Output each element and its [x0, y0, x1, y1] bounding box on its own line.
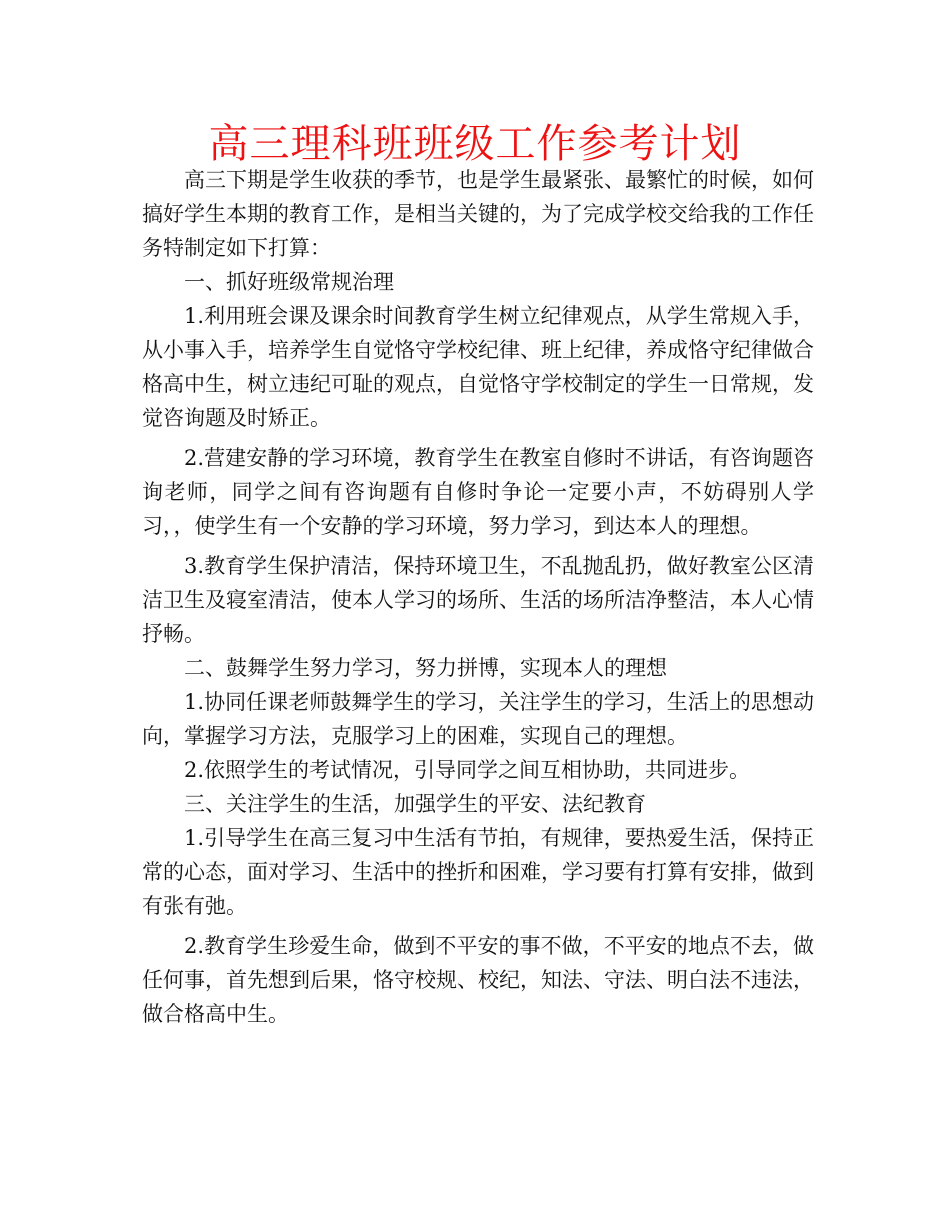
document-body: [142, 163, 814, 1031]
section-heading-3: 三、关注学生的生活，加强学生的平安、法纪教育: [184, 792, 646, 816]
document-title: 高三理科班班级工作参考计划: [208, 121, 742, 167]
paragraph-1-1: 1.利用班会课及课余时间教育学生树立纪律观点，从学生常规入手，从小事入手，培养学生自觉恪守学校纪律、班上纪律，养成恪守纪律做合格高中生，树立违纪可耻的观点，自觉恪守学校制定的学生一日常规，发觉咨询题及时矫正。: [142, 304, 814, 430]
section-heading-2: 二、鼓舞学生努力学习，努力拼博，实现本人的理想: [184, 656, 667, 680]
paragraph-2-2: 2.依照学生的考试情况，引导同学之间互相协助，共同进步。: [184, 758, 751, 782]
paragraph-1-3: 3.教育学生保护清洁，保持环境卫生，不乱抛乱扔，做好教室公区清洁卫生及寝室清洁，使本人学习的场所、生活的场所洁净整洁，本人心情抒畅。: [142, 554, 814, 646]
paragraph-2-1: 1.协同任课老师鼓舞学生的学习，关注学生的学习，生活上的思想动向，掌握学习方法，克服学习上的困难，实现自己的理想。: [142, 690, 814, 748]
paragraph-3-1: 1.引导学生在高三复习中生活有节拍，有规律，要热爱生活，保持正常的心态，面对学习、生活中的挫折和困难，学习要有打算有安排，做到有张有弛。: [142, 826, 814, 918]
section-heading-1: 一、抓好班级常规治理: [184, 270, 394, 294]
intro-paragraph: 高三下期是学生收获的季节，也是学生最紧张、最繁忙的时候，如何搞好学生本期的教育工作，是相当关键的，为了完成学校交给我的工作任务特制定如下打算：: [142, 168, 814, 260]
paragraph-3-2: 2.教育学生珍爱生命，做到不平安的事不做，不平安的地点不去，做任何事，首先想到后果，恪守校规、校纪，知法、守法、明白法不违法，做合格高中生。: [142, 934, 814, 1026]
paragraph-1-2: 2.营建安静的学习环境，教育学生在教室自修时不讲话，有咨询题咨询老师，同学之间有咨询题有自修时争论一定要小声，不妨碍别人学习，，使学生有一个安静的学习环境，努力学习，到达本人的理想。: [142, 446, 814, 538]
